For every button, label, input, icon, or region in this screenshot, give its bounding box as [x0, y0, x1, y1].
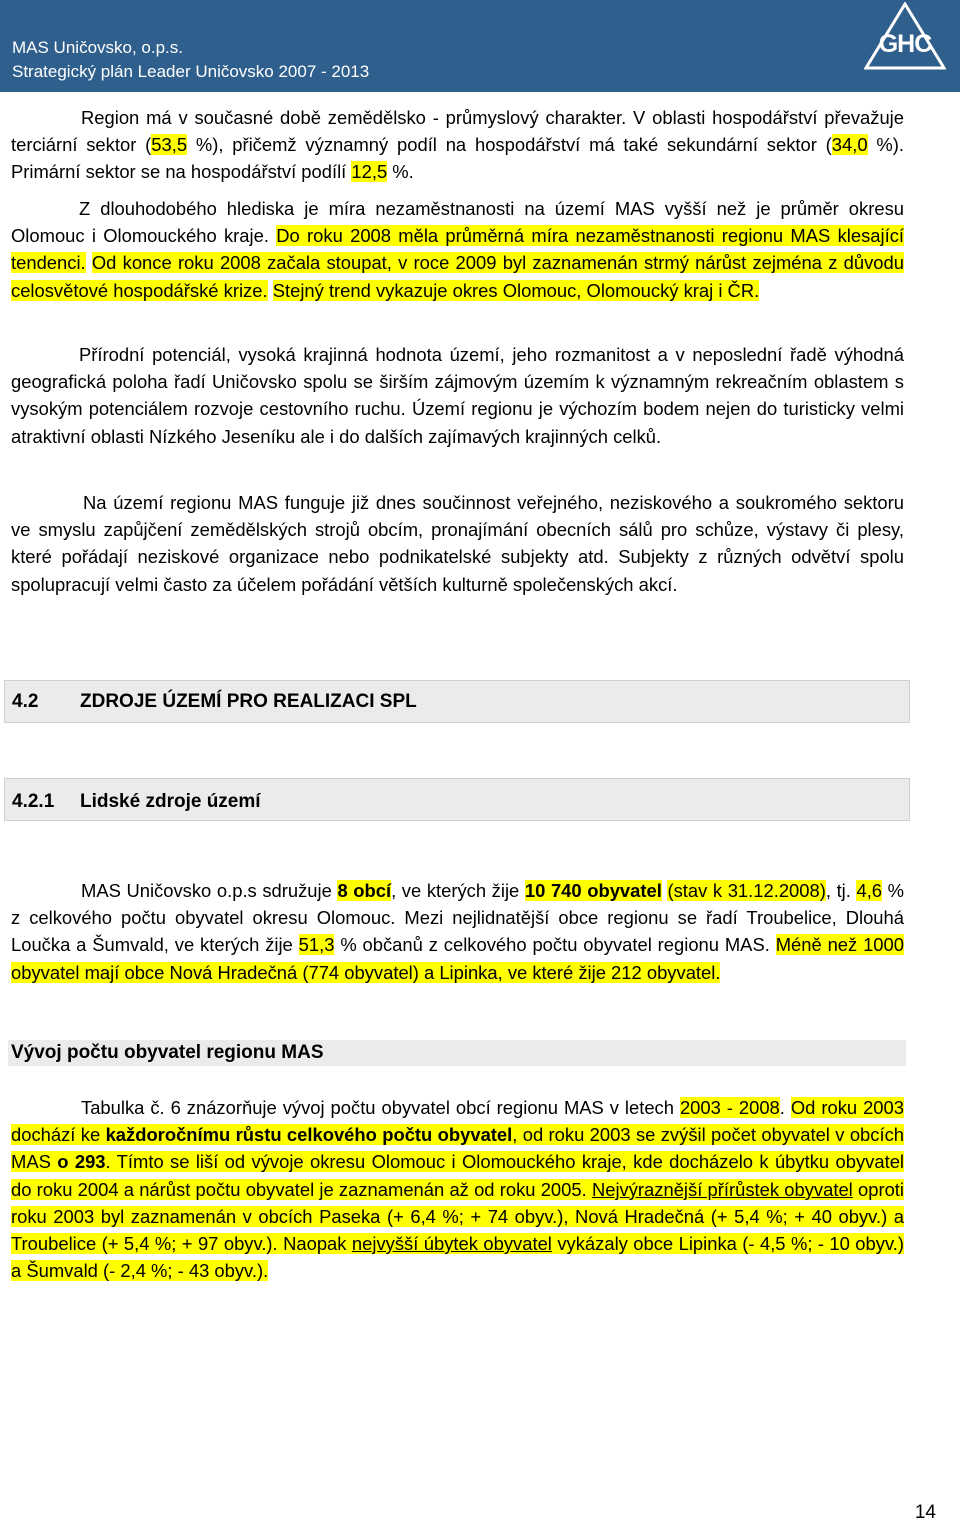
plan-title: Strategický plán Leader Uničovsko 2007 - 2013	[12, 62, 370, 81]
section-title: ZDROJE ÚZEMÍ PRO REALIZACI SPL	[80, 691, 417, 712]
section-heading-4-2-1	[4, 778, 910, 821]
ghc-logo	[864, 2, 946, 72]
subsection-number: 4.2.1	[12, 791, 55, 812]
paragraph-natural-potential: Přírodní potenciál, vysoká krajinná hodnota území, jeho rozmanitost a v neposlední řadě výhodná geografická poloha řadí Uničovsko spolu se širším zájmovým územím k významným rekreačním oblastem s vysokým potenciálem rozvoje cestovního ruchu. Území regionu je výchozím bodem nejen do turisticky velmi atraktivní oblasti Nízkého Jeseníku ale i do dalších zajímavých krajinných celků.	[11, 344, 904, 447]
organization-name: MAS Uničovsko, o.p.s.	[12, 38, 184, 57]
subsection-title: Lidské zdroje území	[80, 791, 261, 812]
paragraph-population-trend: Tabulka č. 6 znázorňuje vývoj počtu obyvatel obcí regionu MAS v letech 2003 - 2008. Od roku 2003 dochází ke každoročnímu růstu celkového počtu obyvatel, od roku 2003 se zvýšil počet obyvatel v obcích MAS o 293. Tímto se liší od vývoje okresu Olomouc i Olomouckého kraje, kde docházelo k úbytku obyvatel do roku 2004 a nárůst počtu obyvatel je zaznamenán až od roku 2005. Nejvýraznější přírůstek obyvatel oproti roku 2003 byl zaznamenán v obcích Paseka (+ 6,4 %; + 74 obyv.), Nová Hradečná (+ 5,4 %; + 40 obyv.) a Troubelice (+ 5,4 %; + 97 obyv.). Naopak nejvyšší úbytek obyvatel vykázaly obce Lipinka (- 4,5 %; - 10 obyv.) a Šumvald (- 2,4 %; - 43 obyv.).	[11, 1097, 905, 1282]
section-heading-4-2	[4, 680, 910, 723]
page-number: 14	[914, 1502, 936, 1523]
page-header	[0, 0, 960, 92]
population-trend-heading: Vývoj počtu obyvatel regionu MAS	[8, 1040, 906, 1066]
section-number: 4.2	[12, 691, 39, 712]
paragraph-unemployment: Z dlouhodobého hlediska je míra nezaměstnanosti na území MAS vyšší než je průměr okresu Olomouc i Olomouckého kraje. Do roku 2008 měla průměrná míra nezaměstnanosti regionu MAS klesající tendenci. Od konce roku 2008 začala stoupat, v roce 2009 byl zaznamenán strmý nárůst zejména z důvodu celosvětové hospodářské krize. Stejný trend vykazuje okres Olomouc, Olomoucký kraj i ČR.	[11, 198, 904, 301]
paragraph-economy: Region má v současné době zemědělsko - průmyslový charakter. V oblasti hospodářství převažuje terciární sektor (53,5 %), přičemž významný podíl na hospodářství má také sekundární sektor (34,0 %). Primární sektor se na hospodářství podílí 12,5 %.	[11, 107, 904, 183]
paragraph-cooperation: Na území regionu MAS funguje již dnes součinnost veřejného, neziskového a soukromého sektoru ve smyslu zapůjčení zemědělských strojů obcím, pronajímání obecních sálů pro schůze, výstavy či plesy, které pořádají neziskové organizace nebo podnikatelské subjekty atd. Subjekty z různých odvětví spolu spolupracují velmi často za účelem pořádání větších kulturně společenských akcí.	[11, 492, 904, 595]
paragraph-human-resources: MAS Uničovsko o.p.s sdružuje 8 obcí, ve kterých žije 10 740 obyvatel (stav k 31.12.2008), tj. 4,6 % z celkového počtu obyvatel okresu Olomouc. Mezi nejlidnatější obce regionu se řadí Troubelice, Dlouhá Loučka a Šumvald, ve kterých žije 51,3 % občanů z celkového počtu obyvatel regionu MAS. Méně než 1000 obyvatel mají obce Nová Hradečná (774 obyvatel) a Lipinka, ve které žije 212 obyvatel.	[11, 880, 904, 983]
logo-text: GHC	[878, 30, 932, 58]
